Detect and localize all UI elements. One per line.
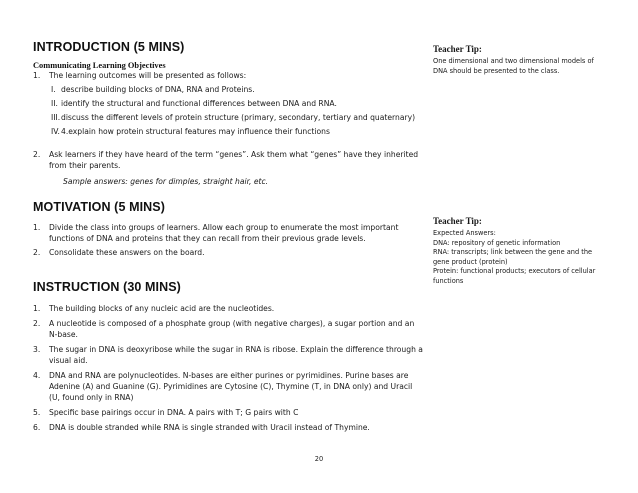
instruction-list: [33, 303, 423, 433]
list-item: [33, 422, 423, 433]
item-text: A nucleotide is composed of a phosphate group (with negative charges), a sugar portion and an N-base.: [49, 319, 415, 339]
item-number: 1.: [33, 223, 41, 232]
page-number: 20: [314, 455, 324, 463]
list-item: [33, 344, 423, 366]
item-text: DNA and RNA are polynucleotides. N-bases are either purines or pyrimidines. Purine bases are Adenine (A) and Guanine (G). Pyrimidines are Cytosine (C), Thymine (T, in DNA only) and Uracil (U, found only in RNA): [49, 371, 413, 402]
item-number: 6.: [33, 423, 41, 432]
tip-line: functions: [433, 276, 464, 285]
learning-objectives-subheading: Communicating Learning Objectives: [33, 61, 166, 70]
sample-answers: Sample answers: genes for dimples, straight hair, etc.: [63, 177, 269, 186]
objective-text: discuss the different levels of protein structure (primary, secondary, tertiary and quaternary): [61, 113, 416, 122]
item-number: 3.: [33, 345, 41, 354]
roman-numeral: II.: [51, 99, 58, 108]
list-item: [33, 149, 423, 187]
item-text: Divide the class into groups of learners. Allow each group to enumerate the most important functions of DNA and proteins that they can recall from their previous grade levels.: [49, 223, 399, 243]
instruction-heading: INSTRUCTION (30 MINS): [33, 280, 181, 294]
item-number: 2.: [33, 150, 41, 159]
list-item: [33, 222, 423, 244]
motivation-list: [33, 222, 423, 258]
item-number: 4.: [33, 371, 41, 380]
objective-text: describe building blocks of DNA, RNA and Proteins.: [61, 85, 255, 94]
objective-item: [33, 84, 423, 95]
item-text: Ask learners if they have heard of the term “genes”. Ask them what “genes” have they inherited from their parents.: [49, 150, 419, 170]
motivation-heading: MOTIVATION (5 MINS): [33, 200, 165, 214]
teacher-tip-heading: Teacher Tip:: [433, 216, 482, 226]
objective-text: identify the structural and functional differences between DNA and RNA.: [61, 99, 337, 108]
roman-numeral: III.: [51, 113, 61, 122]
list-item: [33, 407, 423, 418]
introduction-list: [33, 70, 423, 187]
teacher-tip-1: [433, 44, 613, 76]
objective-item: [33, 98, 423, 109]
tip-line: gene product (protein): [433, 257, 508, 266]
item-text: The sugar in DNA is deoxyribose while the sugar in RNA is ribose. Explain the difference through a visual aid.: [49, 345, 423, 365]
item-text: DNA is double stranded while RNA is single stranded with Uracil instead of Thymine.: [49, 423, 370, 432]
tip-line: RNA: transcripts; link between the gene and the: [433, 248, 593, 256]
item-number: 2.: [33, 319, 41, 328]
item-text: Specific base pairings occur in DNA. A pairs with T; G pairs with C: [49, 408, 299, 417]
tip-line: DNA should be presented to the class.: [433, 66, 560, 75]
item-text: The building blocks of any nucleic acid are the nucleotides.: [49, 304, 275, 313]
list-item: [33, 303, 423, 314]
main-column: [33, 40, 423, 433]
item-number: 5.: [33, 408, 41, 417]
list-item: [33, 370, 423, 403]
item-text: Consolidate these answers on the board.: [49, 248, 205, 257]
item-number: 2.: [33, 248, 41, 257]
objectives-list: [33, 84, 423, 137]
tip-line: DNA: repository of genetic information: [433, 238, 561, 247]
list-item: [33, 70, 423, 137]
teacher-tip-heading: Teacher Tip:: [433, 44, 482, 54]
objective-text: 4.explain how protein structural features may influence their functions: [61, 127, 330, 136]
list-item: [33, 247, 423, 258]
tip-line: Expected Answers:: [433, 229, 496, 237]
introduction-heading: INTRODUCTION (5 MINS): [33, 40, 185, 54]
item-number: 1.: [33, 71, 41, 80]
item-number: 1.: [33, 304, 41, 313]
objective-item: [33, 112, 423, 123]
list-item: [33, 318, 423, 340]
tip-line: Protein: functional products; executors of cellular: [433, 267, 596, 275]
teacher-tip-2: [433, 216, 613, 286]
objective-item: [33, 126, 423, 137]
item-text: The learning outcomes will be presented as follows:: [49, 71, 247, 80]
roman-numeral: I.: [51, 85, 56, 94]
roman-numeral: IV.: [51, 127, 60, 136]
tip-line: One dimensional and two dimensional models of: [433, 57, 594, 65]
